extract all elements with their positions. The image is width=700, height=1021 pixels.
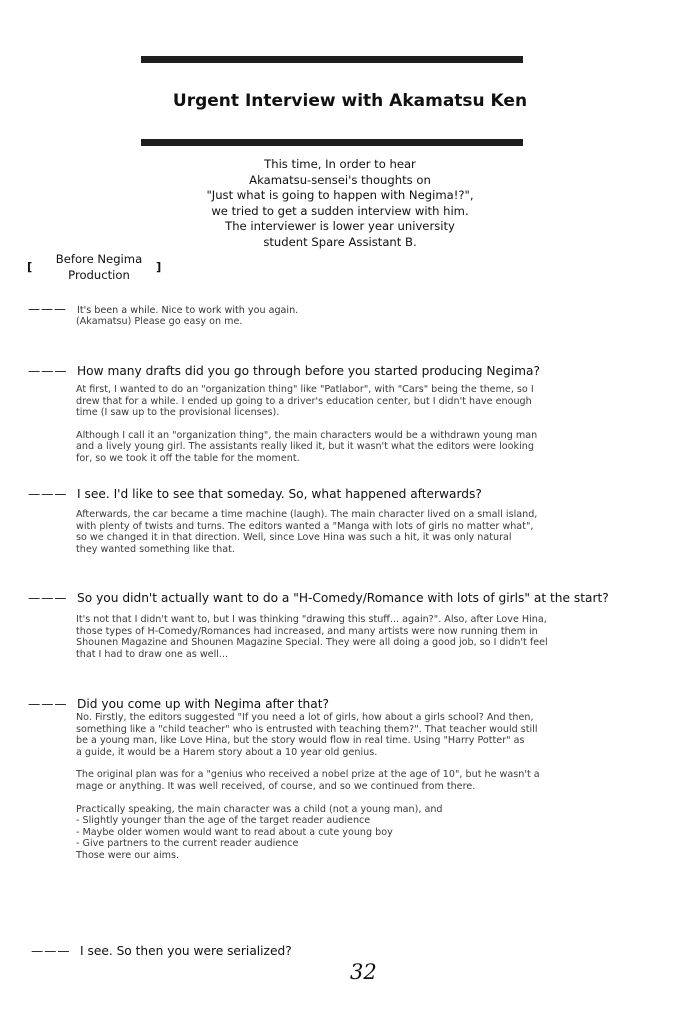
dash-marker: ——— <box>28 364 68 378</box>
section-label-line: Before Negima <box>55 252 143 266</box>
question-text: Did you come up with Negima after that? <box>77 697 329 711</box>
answer-line: Although I call it an "organization thing", the main characters would be a withdrawn young man <box>76 429 538 441</box>
answer-line: time (I saw up to the provisional licenses). <box>76 407 280 419</box>
answer-paragraph <box>76 384 641 419</box>
dash-marker: ——— <box>28 697 68 711</box>
dash-marker: ——— <box>28 302 67 316</box>
answer-line: Practically speaking, the main character was a child (not a young man), and <box>76 803 443 815</box>
answer-paragraph <box>76 769 641 792</box>
answer-paragraph <box>76 712 641 758</box>
answer <box>76 712 641 862</box>
question <box>28 591 609 605</box>
answer-line: - Give partners to the current reader audience <box>76 838 299 850</box>
page-title: Urgent Interview with Akamatsu Ken <box>172 91 528 111</box>
answer-line: be a young man, like Love Hina, but the story would flow in real time. Using "Harry Potter" as <box>76 735 525 747</box>
section-label-line: Production <box>68 267 130 282</box>
answer-line: those types of H-Comedy/Romances had increased, and many artists were now running them in <box>76 625 538 637</box>
answer-line: with plenty of twists and turns. The editors wanted a "Manga with lots of girls no matter what", <box>76 520 534 532</box>
close-bracket: ] <box>156 260 162 274</box>
intro-line: student Spare Assistant B. <box>263 234 417 249</box>
question <box>28 364 540 378</box>
answer-line: No. Firstly, the editors suggested "If you need a lot of girls, how about a girls school? And then, <box>76 712 534 723</box>
answer-line: something like a "child teacher" who is entrusted with teaching them?". That teacher would still <box>76 723 538 735</box>
top-rule <box>141 56 523 63</box>
answer-line: At first, I wanted to do an "organization thing" like "Patlabor", with "Cars" being the theme, so I <box>76 384 534 395</box>
answer-paragraph <box>76 316 641 328</box>
answer <box>76 509 641 555</box>
question-text: I see. So then you were serialized? <box>80 944 292 958</box>
question <box>28 697 329 711</box>
answer <box>76 316 641 328</box>
page-number: 32 <box>350 960 377 984</box>
answer-line: for, so we took it off the table for the moment. <box>76 452 300 464</box>
answer-line: The original plan was for a "genius who received a nobel prize at the age of 10", but he wasn't a <box>76 769 540 781</box>
answer-line: they wanted something like that. <box>76 543 235 555</box>
answer-paragraph <box>76 804 641 862</box>
answer-line: and a lively young girl. The assistants really liked it, but it wasn't what the editors were looking <box>76 441 534 453</box>
question <box>31 944 292 958</box>
answer-line: It's not that I didn't want to, but I was thinking "drawing this stuff... again?". Also, after Love Hina, <box>76 614 547 625</box>
question-text: How many drafts did you go through before you started producing Negima? <box>77 364 540 378</box>
answer-line: a guide, it would be a Harem story about a 10 year old genius. <box>76 746 378 758</box>
open-bracket: [ <box>27 260 33 274</box>
section-label-text <box>45 252 153 283</box>
intro-paragraph <box>150 157 530 251</box>
question-text: So you didn't actually want to do a "H-Comedy/Romance with lots of girls" at the start? <box>77 591 609 605</box>
dash-marker: ——— <box>28 487 68 501</box>
intro-line: This time, In order to hear <box>264 157 416 171</box>
dash-marker: ——— <box>28 591 68 605</box>
answer-paragraph <box>76 509 641 555</box>
question <box>28 302 298 316</box>
answer-line: mage or anything. It was well received, of course, and so we continued from there. <box>76 780 476 792</box>
answer-line: (Akamatsu) Please go easy on me. <box>76 316 243 327</box>
intro-line: "Just what is going to happen with Negima!?", <box>206 188 474 203</box>
answer-line: - Maybe older women would want to read about a cute young boy <box>76 826 393 838</box>
dash-marker: ——— <box>31 944 71 958</box>
answer-line: so we changed it in that direction. Well, since Love Hina was such a hit, it was only natural <box>76 532 512 544</box>
answer-line: that I had to draw one as well... <box>76 648 229 660</box>
title-underline-rule <box>141 139 523 146</box>
intro-line: Akamatsu-sensei's thoughts on <box>249 172 431 187</box>
answer-line: Shounen Magazine and Shounen Magazine Special. They were all doing a good job, so I didn't feel <box>76 637 548 649</box>
answer <box>76 614 641 660</box>
intro-line: The interviewer is lower year university <box>225 219 455 234</box>
answer-line: - Slightly younger than the age of the target reader audience <box>76 815 371 827</box>
answer-paragraph <box>76 430 641 465</box>
question-text: It's been a while. Nice to work with you again. <box>77 305 299 316</box>
answer-line: Afterwards, the car became a time machine (laugh). The main character lived on a small island, <box>76 509 538 520</box>
answer-paragraph <box>76 614 641 660</box>
answer-line: drew that for a while. I ended up going to a driver's education center, but I didn't have enough <box>76 395 532 407</box>
answer-line: Those were our aims. <box>76 849 180 861</box>
question <box>28 487 482 501</box>
intro-line: we tried to get a sudden interview with him. <box>211 203 469 218</box>
question-text: I see. I'd like to see that someday. So, what happened afterwards? <box>77 487 482 501</box>
answer <box>76 384 641 465</box>
